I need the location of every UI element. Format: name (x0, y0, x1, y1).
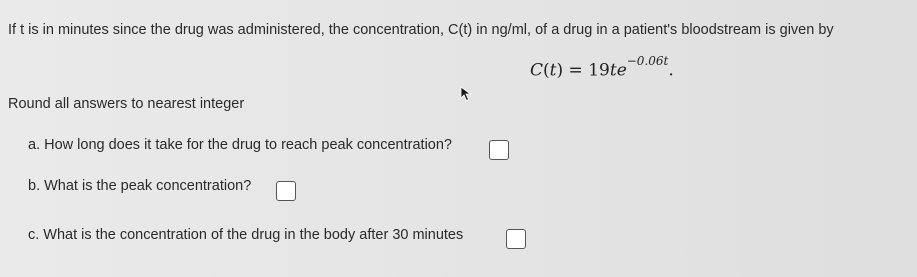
concentration-formula (530, 54, 674, 81)
formula-variable: t (609, 60, 617, 81)
formula-function-name: C (530, 60, 544, 81)
formula-equals: = (563, 60, 589, 81)
answer-b-input[interactable] (276, 181, 296, 201)
formula-coefficient: 19 (588, 60, 610, 81)
question-a-text: a. How long does it take for the drug to reach peak concentration? (28, 137, 452, 153)
problem-intro-text: If t is in minutes since the drug was administered, the concentration, C(t) in ng/ml, of a drug in a patient's bloodstream is given by (8, 22, 834, 38)
mouse-pointer-icon (460, 86, 472, 102)
formula-period: . (668, 60, 674, 81)
question-b-text: b. What is the peak concentration? (28, 178, 252, 194)
formula-base: e (616, 60, 627, 81)
answer-c-input[interactable] (506, 229, 526, 249)
formula-exponent: −0.06t (626, 54, 669, 68)
answer-a-input[interactable] (489, 140, 509, 160)
question-c-text: c. What is the concentration of the drug in the body after 30 minutes (28, 227, 464, 243)
formula-argument: t (549, 60, 557, 81)
formula-paren-close: ) (556, 60, 564, 81)
rounding-instruction: Round all answers to nearest integer (8, 96, 245, 112)
formula-paren-open: ( (543, 60, 550, 81)
